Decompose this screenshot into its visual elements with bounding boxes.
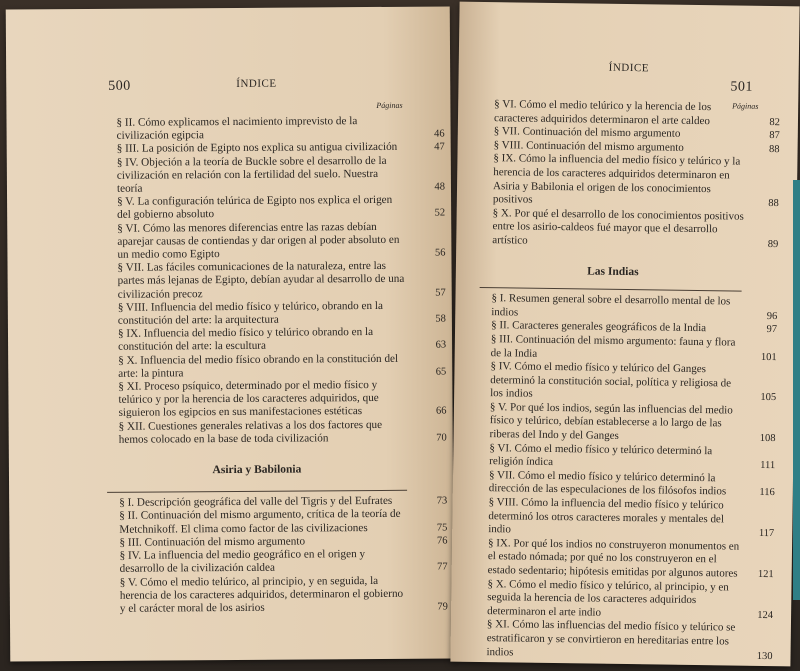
toc-entry-page: 76 bbox=[436, 535, 448, 547]
toc-entry-page: 121 bbox=[757, 568, 774, 581]
toc-list bbox=[104, 115, 447, 447]
toc-entry bbox=[107, 508, 448, 537]
toc-entry-page: 63 bbox=[435, 339, 447, 352]
toc-entry-page: 58 bbox=[435, 313, 446, 325]
toc-entry-text: § IV. La influencia del medio geográfico en el origen y desarrollo de la civilización caldea bbox=[119, 548, 366, 576]
toc-entry-text: § X. Influencia del medio físico obrando en la constitución del arte: la pintura bbox=[118, 352, 399, 380]
toc-entry bbox=[105, 220, 446, 262]
toc-entry-page: 46 bbox=[434, 128, 445, 140]
toc-entry-page: 117 bbox=[758, 528, 775, 540]
toc-entry bbox=[474, 618, 773, 662]
toc-entry-text: § XI. Cómo las influencias del medio físico y telúrico se estratificaron y se convirtieron en hereditarias entre los indios bbox=[486, 618, 736, 659]
toc-entry bbox=[482, 98, 781, 129]
toc-entry-text: § VI. Cómo el medio físico y telúrico determinó la religión índica bbox=[489, 441, 713, 469]
section-title: Las Indias bbox=[587, 264, 639, 278]
toc-entry bbox=[475, 577, 774, 622]
toc-entry-text: § XII. Cuestiones generales relativas a los dos factores que hemos colocado en la base de toda civilización bbox=[118, 418, 383, 446]
paginas-label: Páginas bbox=[732, 101, 759, 111]
toc-entry bbox=[477, 400, 776, 445]
toc-entry-text: § XI. Proceso psíquico, determinado por el medio físico y telúrico y por la herencia de los caracteres adquiridos, que siguieron los egipcios en sus manifestaciones estéticas bbox=[118, 379, 379, 420]
toc-entry-text: § V. Por qué los indios, según las influencias del medio físico y telúrico, debían establecerse a lo largo de las riberas del Indo y del Ganges bbox=[489, 400, 733, 442]
toc-entry-text: § V. La configuración telúrica de Egipto nos explica el origen del gobierno absoluto bbox=[117, 194, 393, 222]
toc-entry bbox=[105, 260, 446, 302]
toc-entry-text: § VII. Continuación del mismo argumento bbox=[493, 125, 681, 140]
toc-column bbox=[104, 115, 448, 616]
toc-entry-text: § IX. Por qué los indios no construyeron monumentos en el estado nómada; por qué no los construyeron en el estado sedentario; hipótesis emitidas por algunos autores bbox=[487, 536, 740, 580]
toc-entry-page: 108 bbox=[759, 432, 776, 445]
toc-entry-page: 65 bbox=[435, 366, 447, 378]
toc-entry-page: 101 bbox=[760, 351, 777, 363]
toc-entry-page: 66 bbox=[436, 405, 447, 418]
toc-entry-text: § IX. Influencia del medio físico y telúrico obrando en la constitución del arte: la escultura bbox=[117, 326, 374, 354]
toc-list bbox=[480, 98, 781, 251]
toc-entry-page: 77 bbox=[437, 561, 448, 573]
toc-entry-text: § VI. Cómo las menores diferencias entre las razas debían aparejar causas de contiendas y dar origen al poder absoluto en un medio como Egipto bbox=[117, 220, 400, 261]
toc-entry bbox=[106, 299, 446, 329]
toc-entry bbox=[477, 468, 775, 500]
toc-entry-text: § VII. Las fáciles comunicaciones de la naturaleza, entre las partes más lejanas de Egipto, debían ayudar al desarrollo de una civilización precoz bbox=[117, 260, 405, 301]
toc-entry-page: 124 bbox=[757, 609, 774, 621]
toc-entry-page: 88 bbox=[769, 143, 780, 155]
toc-list bbox=[107, 495, 448, 616]
toc-entry-text: § IX. Cómo la influencia del medio físico y telúrico y la herencia de los caracteres adquiridos determinaron en Asiria y Babilonia el origen de los conocimientos positivos bbox=[492, 152, 741, 206]
toc-entry-page: 52 bbox=[434, 207, 446, 219]
section-rule bbox=[107, 490, 407, 493]
right-page bbox=[450, 2, 799, 667]
toc-entry-page: 56 bbox=[434, 247, 446, 259]
toc-entry-text: § III. Continuación del mismo argumento bbox=[119, 535, 306, 549]
toc-entry-text: § II. Cómo explicamos el nacimiento imprevisto de la civilización egipcia bbox=[116, 115, 358, 142]
toc-entry-page: 130 bbox=[756, 650, 773, 662]
toc-entry-page: 88 bbox=[768, 198, 779, 210]
running-head: ÍNDICE bbox=[608, 61, 650, 75]
toc-entry bbox=[104, 115, 445, 143]
toc-entry bbox=[477, 441, 776, 473]
toc-entry-page: 87 bbox=[769, 130, 780, 142]
toc-entry bbox=[476, 536, 774, 581]
toc-entry-text: § III. Continuación del mismo argumento: fauna y flora de la India bbox=[490, 333, 736, 360]
toc-entry-text: § I. Resumen general sobre el desarrollo mental de los indios bbox=[491, 292, 731, 319]
toc-entry-page: 116 bbox=[759, 487, 775, 499]
toc-entry-page: 82 bbox=[769, 116, 781, 128]
toc-entry-text: § III. La posición de Egipto nos explica su antigua civilización bbox=[116, 141, 398, 156]
toc-column bbox=[474, 98, 781, 663]
toc-entry bbox=[478, 360, 777, 404]
toc-entry-page: 79 bbox=[437, 601, 448, 613]
toc-entry-text: § VI. Cómo el medio telúrico y la herencia de los caracteres adquiridos determinaron el arte caldeo bbox=[493, 98, 712, 127]
paginas-label: Páginas bbox=[376, 100, 403, 110]
toc-entry bbox=[479, 333, 777, 364]
book-cover-edge bbox=[793, 180, 800, 600]
section-rule bbox=[480, 287, 742, 292]
toc-entry bbox=[105, 194, 446, 222]
toc-entry-text: § VIII. Influencia del medio físico y telúrico, obrando en la constitución del arte: la arquitectura bbox=[117, 299, 383, 327]
toc-entry-page: 75 bbox=[436, 522, 448, 534]
toc-entry-text: § IV. Cómo el medio físico y telúrico del Ganges determinó la constitución social, política y religiosa de los indios bbox=[490, 360, 732, 400]
toc-entry-text: § II. Caracteres generales geográficos de la India bbox=[491, 319, 707, 335]
toc-entry-text: § X. Cómo el medio físico y telúrico, al principio, y en seguida la herencia de los caracteres adquiridos determinaron el arte indio bbox=[487, 577, 729, 619]
toc-entry-page: 47 bbox=[434, 141, 445, 153]
toc-entry bbox=[480, 206, 779, 251]
page-number: 501 bbox=[730, 79, 754, 95]
section-title: Asiria y Babilonia bbox=[212, 463, 302, 477]
toc-entry-text: § I. Descripción geográfica del valle del Tigris y del Eufrates bbox=[119, 495, 393, 510]
toc-entry-text: § II. Continuación del mismo argumento, crítica de la teoría de Metchnikoff. El clima como factor de las civilizaciones bbox=[119, 508, 401, 536]
toc-list bbox=[474, 292, 778, 663]
toc-entry bbox=[107, 418, 447, 447]
toc-entry-text: § IV. Objeción a la teoría de Buckle sobre el desarrollo de la civilización en relación con la fertilidad del suelo. Nuestra teoría bbox=[116, 154, 387, 195]
toc-entry bbox=[481, 152, 779, 210]
toc-entry-text: § V. Cómo el medio telúrico, al principio, y en seguida, la herencia de los caracteres adquiridos, determinaron el gobierno y el carácter moral de los asirios bbox=[119, 574, 404, 615]
running-head: ÍNDICE bbox=[236, 77, 277, 90]
toc-entry-page: 70 bbox=[436, 432, 447, 444]
toc-entry bbox=[108, 574, 448, 616]
toc-entry-page: 48 bbox=[434, 181, 446, 193]
toc-entry-text: § VII. Cómo el medio físico y telúrico determinó la dirección de las especulaciones de los filósofos indios bbox=[488, 468, 727, 498]
toc-entry-page: 73 bbox=[436, 495, 448, 507]
toc-entry-page: 57 bbox=[435, 287, 446, 299]
toc-entry-page: 96 bbox=[766, 310, 778, 322]
toc-entry-page: 89 bbox=[767, 238, 779, 251]
toc-entry bbox=[479, 292, 778, 323]
toc-entry bbox=[108, 548, 448, 577]
toc-entry-page: 105 bbox=[760, 392, 777, 404]
toc-entry-page: 97 bbox=[766, 324, 778, 336]
toc-entry bbox=[106, 379, 447, 421]
toc-entry-text: § X. Por qué el desarrollo de los conocimientos positivos entre los asirio-caldeos fué mayor que el desarrollo artístico bbox=[492, 206, 744, 247]
toc-entry bbox=[106, 352, 447, 381]
toc-entry bbox=[476, 496, 775, 540]
toc-entry-page: 111 bbox=[760, 460, 776, 472]
toc-entry bbox=[105, 154, 446, 196]
toc-entry bbox=[106, 326, 447, 355]
toc-entry-text: § VIII. Continuación del mismo argumento bbox=[493, 138, 684, 154]
left-page bbox=[6, 6, 455, 661]
toc-entry-text: § VIII. Cómo la influencia del medio físico y telúrico determinó los otros caracteres morales y mentales del indio bbox=[488, 496, 725, 536]
page-number: 500 bbox=[108, 78, 131, 94]
